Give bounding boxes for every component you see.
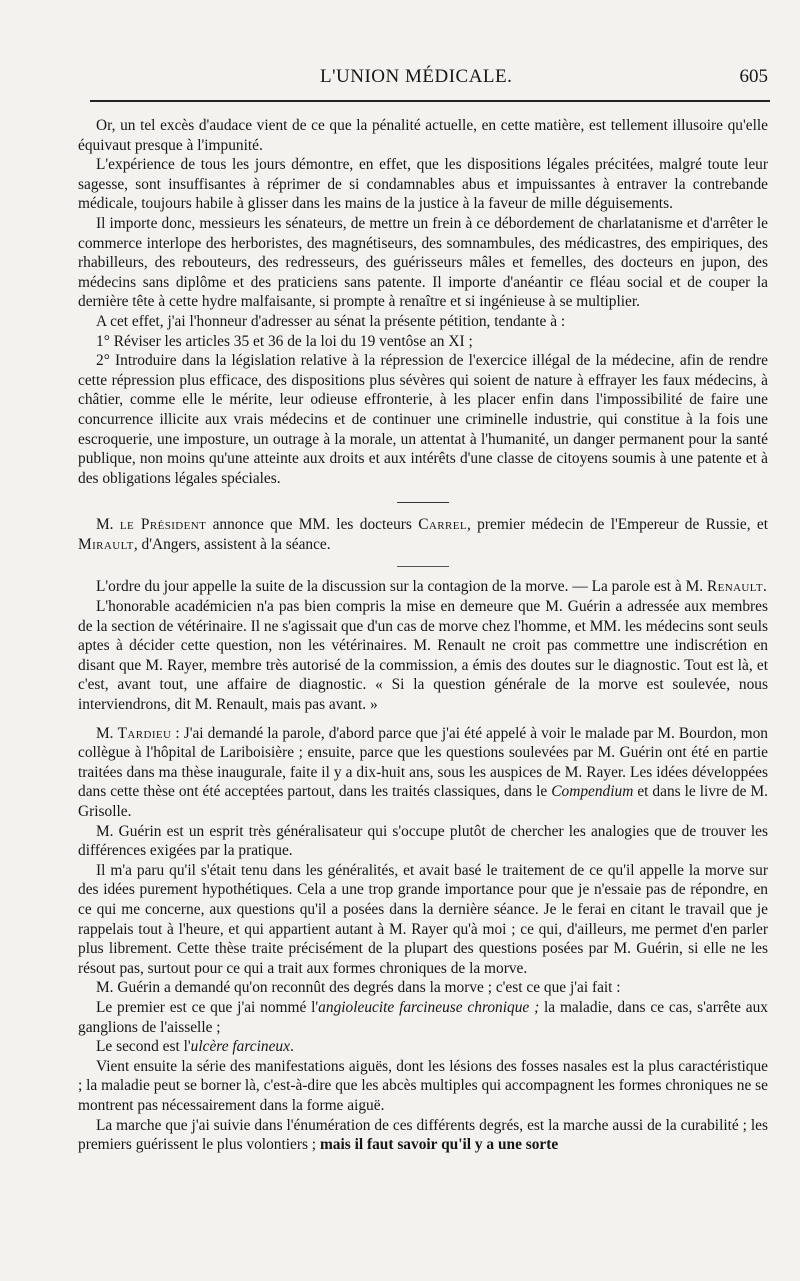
paragraph: M. Guérin a demandé qu'on reconnût des degrés dans la morve ; c'est ce que j'ai fait : (96, 979, 621, 997)
paragraph: Il importe donc, messieurs les sénateurs, de mettre un frein à ce débordement de charlatanisme et d'arrêter le commerce interlope des herboristes, des magnétiseurs, des somnambules, des médicastres, des empiriques, des rhabilleurs, des rebouteurs, des redresseurs, des guérisseurs mâles et femelles, des docteurs en jupon, des médecins sans diplôme et des praticiens sans patente. Il importe d'anéantir ce fléau social et de couper la dernière tête à cette hydre malfaisante, si prompte à renaître et si ingénieuse à se multiplier. (78, 214, 768, 311)
section-separator (397, 566, 449, 567)
paragraph: Or, un tel excès d'audace vient de ce que la pénalité actuelle, en cette matière, est tellement illusoire qu'elle équivaut presque à l'impunité. (78, 117, 768, 154)
president-announcement: M. le Président annonce que MM. les docteurs Carrel, premier médecin de l'Empereur de Russie, et Mirault, d'Angers, assistent à la séance. (78, 516, 769, 553)
degree-two: Le second est l'ulcère farcineux. (96, 1038, 294, 1056)
paragraph: Il m'a paru qu'il s'était tenu dans les généralités, et avait basé le traitement de ce qu'il appelle la morve sur des idées purement hypothétiques. Cela a une trop grande importance pour que je n'essaie pas de répondre, en ce qui me concerne, aux questions qu'il a posées dans la dernière séance. Je le ferai en citant le travail que je rappelais tout à l'heure, et qui appartient autant à M. Rayer qu'à moi ; ce qui, d'ailleurs, me permet d'en parler plus librement. Cette thèse traite précisément de la plupart des questions posées par M. Guérin, si elle ne les résout pas, surtout pour ce qui a trait aux formes chroniques de la morve. (78, 861, 768, 977)
text-body (78, 116, 768, 1155)
paragraph: M. Guérin est un esprit très généralisateur qui s'occupe plutôt de chercher les analogies que de trouver les différences exigées par la pratique. (78, 822, 768, 860)
last-paragraph: La marche que j'ai suivie dans l'énumération de ces différents degrés, est la marche aussi de la curabilité ; les premiers guérissent le plus volontiers ; mais il faut savoir qu'il y a une sorte (78, 1116, 768, 1154)
order-of-day: L'ordre du jour appelle la suite de la discussion sur la contagion de la morve. — La parole est à M. Renault. (96, 578, 767, 596)
paragraph: Vient ensuite la série des manifestations aiguës, dont les lésions des fosses nasales est la plus caractéristique ; la maladie peut se borner là, c'est-à-dire que les abcès multiples qui accompagnent les formes chroniques ne se montrent pas nécessairement dans la forme aiguë. (78, 1057, 768, 1114)
speaker-name: Renault (706, 578, 763, 596)
page-header (80, 66, 772, 94)
speaker-name: Tardieu (117, 724, 172, 742)
degree-one: Le premier est ce que j'ai nommé l'angioleucite farcineuse chronique ; la maladie, dans ce cas, s'arrête aux ganglions de l'aisselle ; (78, 998, 768, 1036)
doctor-name: Mirault (78, 535, 134, 553)
speaker-name: le Président (119, 516, 207, 534)
tardieu-paragraph: M. Tardieu : J'ai demandé la parole, d'abord parce que j'ai été appelé à voir le malade par M. Bourdon, mon collègue à l'hôpital de Lariboisière ; ensuite, parce que les questions soulevées par M. Guérin ont été en partie traitées dans ma thèse inaugurale, faite il y a dix-huit ans, sous les auspices de M. Rayer. Les idées développées dans cette thèse ont été acceptées partout, dans les traités classiques, dans le Compendium et dans le livre de M. Grisolle. (78, 724, 768, 820)
running-title: L'UNION MÉDICALE. (320, 66, 513, 87)
page-number: 605 (739, 66, 768, 87)
paragraph: L'expérience de tous les jours démontre, en effet, que les dispositions légales précitées, malgré toute leur sagesse, sont insuffisantes à réprimer de si condamnables abus et impuissantes à entraver la contrebande médicale, toujours habile à glisser dans les mains de la justice à la faveur de mille déguisements. (78, 156, 768, 213)
book-title: Compendium (551, 783, 634, 801)
paragraph: 1° Réviser les articles 35 et 36 de la loi du 19 ventôse an XI ; (96, 332, 473, 350)
doctor-name: Carrel (418, 516, 467, 534)
header-rule (90, 100, 770, 102)
renault-paragraph: L'honorable académicien n'a pas bien compris la mise en demeure que M. Guérin a adressée aux membres de la section de vétérinaire. Il ne s'agissait que d'un cas de morve chez l'homme, et MM. les médecins sont seuls aptes à décider cette question, non les vétérinaires. M. Renault ne croit pas commettre une indiscrétion en disant que M. Rayer, membre très autorisé de la commission, a émis des doutes sur le diagnostic. Tout est là, et c'est, avant tout, une affaire de diagnostic. « Si la question générale de la morve est soulevée, nous interviendrons, dit M. Renault, mais pas avant. » (78, 598, 769, 714)
section-separator (397, 502, 449, 503)
paragraph: 2° Introduire dans la législation relative à la répression de l'exercice illégal de la médecine, afin de rendre cette répression plus efficace, des dispositions plus sévères qui soient de nature à effrayer les faux médecins, à châtier, comme elle le mérite, leur odieuse effronterie, à les placer enfin dans l'impossibilité de faire une concurrence illicite aux vrais médecins et de continuer une criminelle industrie, qui constitue à la fois une escroquerie, une imposture, un outrage à la morale, un attentat à l'humanité, un danger permanent pour la santé publique, non moins qu'une atteinte aux droits et aux intérêts d'une classe de citoyens soumis à une patente et à des obligations légales spéciales. (78, 352, 768, 487)
paragraph: A cet effet, j'ai l'honneur d'adresser au sénat la présente pétition, tendante à : (96, 312, 566, 330)
